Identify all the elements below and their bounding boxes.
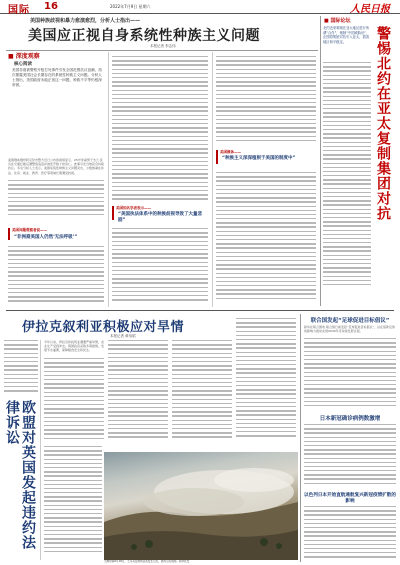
top-story-byline: 本报记者 李志伟: [150, 44, 176, 48]
divider: [6, 50, 318, 51]
text-block: [323, 62, 371, 302]
column-tag-label: 深度观察: [15, 53, 40, 60]
page-number: 16: [44, 1, 58, 12]
text-block: [304, 424, 396, 488]
second-story-byline: 本报记者 黄培昭: [110, 334, 136, 338]
column-subtitle: 核心阅读: [14, 62, 32, 67]
column-divider: [212, 52, 213, 307]
issue-date: 2022年7月9日 星期六: [110, 4, 151, 9]
article-body: 美国俄亥俄州阿克伦市警方近日公布的视频显示，25岁非裔男子杰兰·沃克在交通拦截后遭警察追逐并被连开数十枪身亡。此事引发当地民众持续抗议。多名分析人士表示，美国系统性种族主义问题突出，少数族裔在执法、住房、就业、教育、医疗等领域长期遭受歧视。: [8, 158, 104, 175]
brief-title: 日本新冠确诊病例数激增: [319, 416, 381, 422]
pull-quote-tag: 美国问题观察者说——: [12, 228, 47, 232]
lede-text: 美国非裔被警察开枪打死事件引发全国范围抗议浪潮，再次暴露美国社会长期存在的系统性种族主义问题。分析人士指出，美国政府未能正视这一问题，种族不平等仍根深蒂固。: [12, 68, 102, 87]
quote-marker: [8, 228, 10, 240]
text-block: [216, 56, 316, 148]
quote-marker: [216, 150, 218, 164]
text-block: [44, 446, 102, 558]
sidebar-vertical-title: 警惕北约在亚太复制集团对抗: [375, 26, 391, 221]
pull-quote-tag: 美国知名学者表示——: [116, 206, 151, 210]
text-block: [172, 340, 232, 440]
text-block: [44, 358, 104, 440]
photo-caption: 当地时间6月18日，土耳其安塔利亚省发生山火，图为山火现场。新华社发: [104, 560, 190, 563]
text-block: [108, 340, 168, 440]
sidebar-tag-label: 国际论坛: [330, 18, 351, 24]
text-block: [4, 340, 38, 396]
text-block: [304, 338, 396, 410]
pull-quote: “非洲裔美国人仍然‘无法呼吸’”: [14, 235, 78, 240]
text-block: [216, 172, 316, 306]
page-header: [0, 0, 400, 14]
sidebar-divider: [320, 16, 321, 306]
top-story-kicker: 美国种族歧视和暴力愈演愈烈，分析人士指出——: [30, 18, 141, 24]
pull-quote: “美国执法体系中的种族歧视导致了大量悲剧”: [118, 212, 202, 223]
wildfire-photo: [104, 452, 298, 560]
left-vertical-title: 欧盟对英国发起违约法律诉讼: [4, 400, 36, 550]
sidebar-summary: 北约近来频频在亚太地区进行所谓“合作”，炮制“中国威胁论”，企图将集团对抗引入亚太，损害地区和平稳定。: [323, 26, 370, 44]
text-block: [304, 506, 396, 560]
brief-title: 以色列日本开始直航通航复兴新冠疫情扩散的影响: [304, 493, 396, 504]
top-story-title: 美国应正视自身系统性种族主义问题: [28, 28, 260, 44]
section-name: 国际: [8, 5, 30, 16]
column-divider: [40, 340, 41, 560]
text-block: [112, 56, 208, 204]
section-divider: [6, 310, 394, 311]
second-story-body: 今年以来，伊拉克和叙利亚遭遇严重旱情，农业生产受到冲击。两国政府采取多项措施，发展节水灌溉，保障粮食安全和民生。: [44, 340, 104, 353]
sidebar-tag: ■ 国际论坛: [324, 18, 351, 24]
pull-quote: “种族主义深深植根于美国的制度中”: [222, 156, 296, 161]
second-story-title: 伊拉克叙利亚积极应对旱情: [22, 320, 185, 335]
quote-marker: [112, 206, 114, 220]
text-block: [8, 180, 104, 220]
text-block: [236, 318, 296, 440]
brief-title: 联合国发起“足球促进目标倡议”: [310, 318, 390, 324]
text-block: [8, 246, 104, 306]
newspaper-logo: 人民日报: [350, 4, 390, 15]
column-divider: [300, 314, 301, 562]
column-divider: [108, 52, 109, 307]
text-block: [112, 228, 208, 306]
column-tag: ■ 深度观察: [8, 53, 40, 60]
brief-body: 新华社联合国电 联合国日前发起“足球促进目标倡议”，旨在借助足球的影响力推动实现2030年可持续发展议程。: [304, 325, 396, 334]
pull-quote-tag: 美国媒体——: [220, 150, 241, 154]
